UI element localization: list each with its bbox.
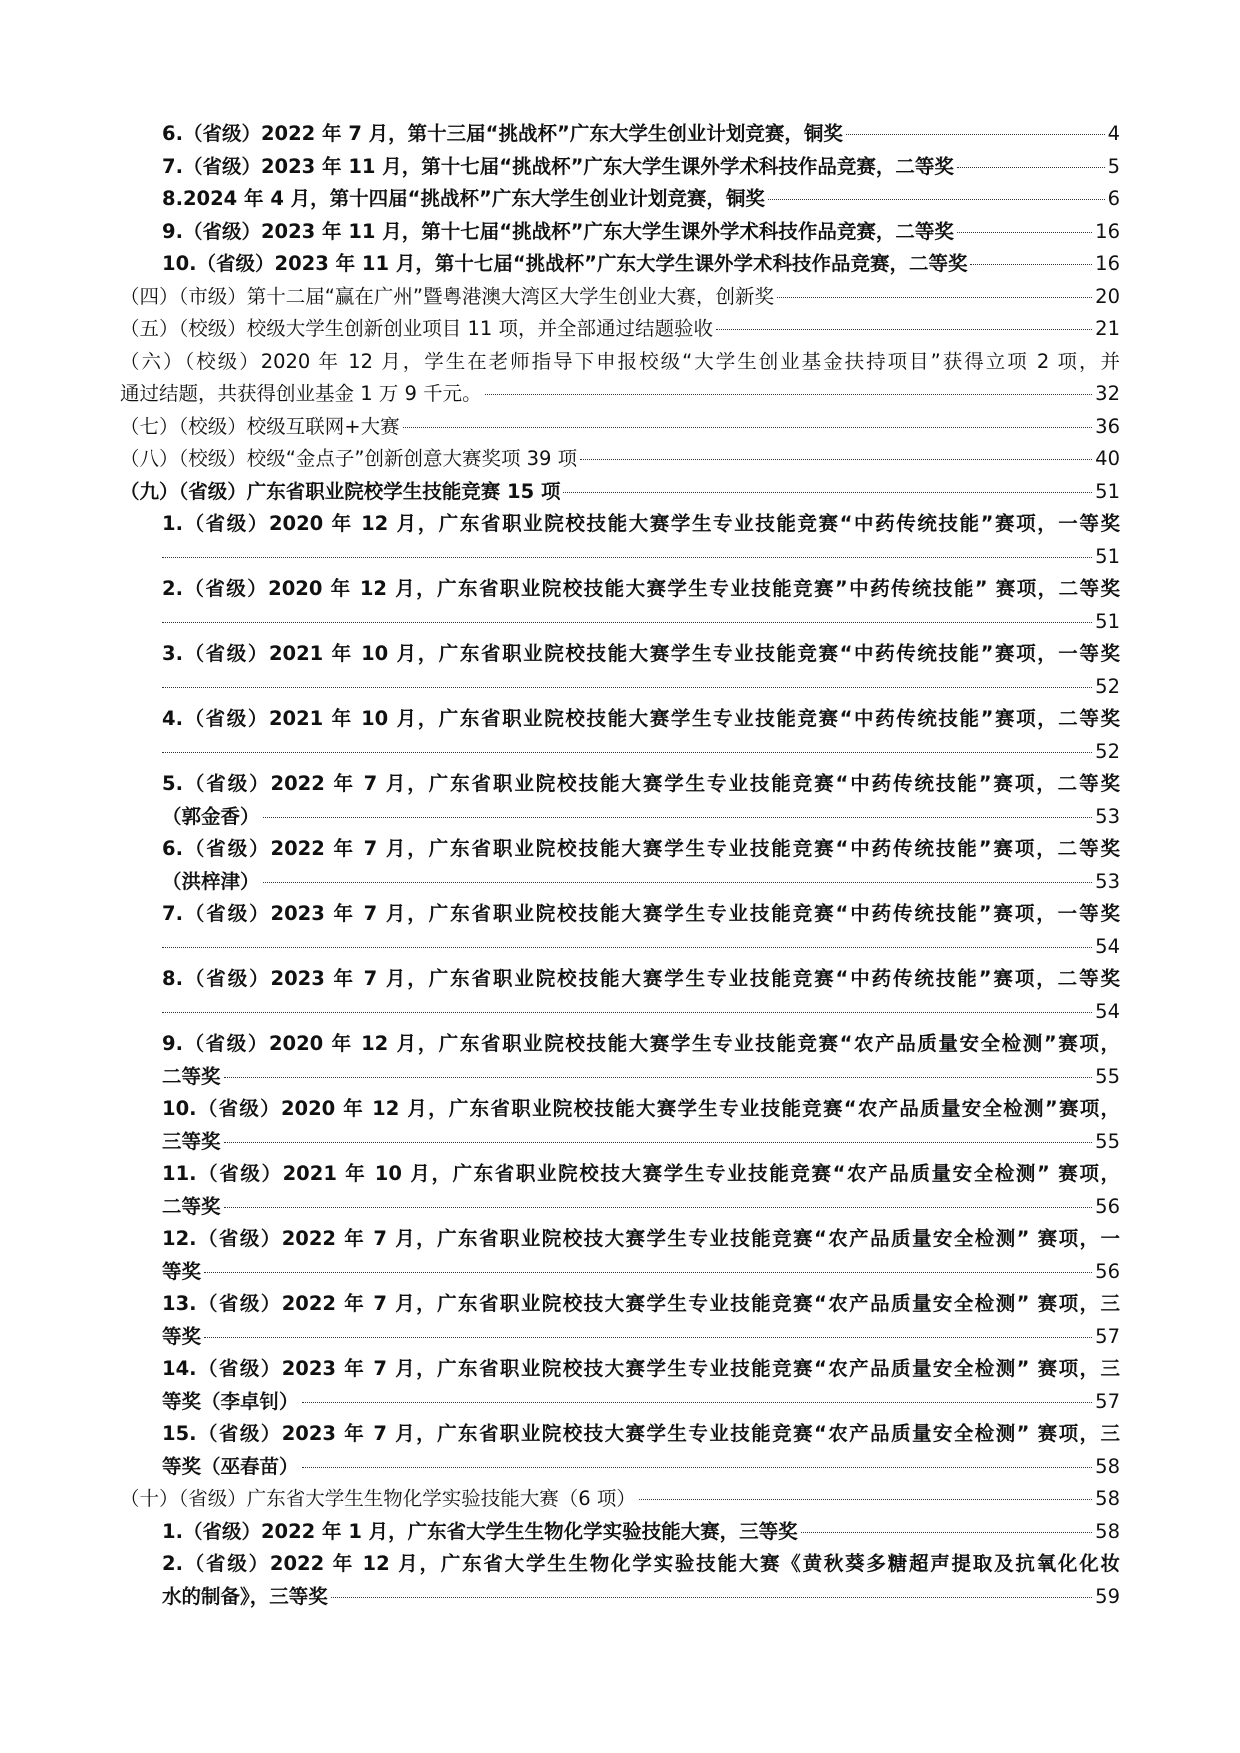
toc-entry[interactable] (162, 216, 1120, 249)
toc-entry-text: 9.（省级）2023 年 11 月，第十七届“挑战杯”广东大学生课外学术科技作品竞赛，二等奖 (162, 219, 954, 243)
toc-entry-line (162, 1093, 1120, 1126)
toc-entry-line (120, 443, 1120, 476)
toc-entry[interactable] (162, 118, 1120, 151)
dot-leader (204, 1337, 1092, 1338)
toc-entry-text: 等奖（巫春苗） (162, 1454, 299, 1478)
toc-entry-line (162, 573, 1120, 606)
toc-entry-line (162, 1256, 1120, 1289)
toc-entry[interactable] (162, 1288, 1120, 1353)
toc-entry-line (162, 1321, 1120, 1354)
toc-entry-text: （十）（省级）广东省大学生生物化学实验技能大赛（6 项） (120, 1487, 636, 1510)
toc-entry-line (120, 313, 1120, 346)
dot-leader (639, 1499, 1092, 1500)
toc-entry-text: 9.（省级）2020 年 12 月，广东省职业院校技能大赛学生专业技能竞赛“农产品质量安全检测”赛项， (162, 1032, 1120, 1055)
page-number: 53 (1095, 869, 1120, 893)
toc-entry-line (162, 1451, 1120, 1484)
table-of-contents (0, 118, 1240, 1613)
dot-leader (768, 199, 1105, 200)
toc-entry[interactable] (120, 346, 1120, 411)
dot-leader (957, 232, 1092, 233)
toc-entry[interactable] (162, 508, 1120, 573)
toc-entry-line (162, 1418, 1120, 1451)
toc-entry-text: 等奖 (162, 1324, 202, 1348)
toc-entry[interactable] (120, 476, 1120, 509)
page-number: 4 (1107, 122, 1120, 145)
dot-leader (162, 947, 1092, 948)
page-number: 58 (1095, 1454, 1120, 1478)
page-number: 6 (1107, 187, 1120, 210)
toc-entry-line (120, 346, 1120, 379)
dot-leader (485, 394, 1093, 395)
toc-entry-text: 8.2024 年 4 月，第十四届“挑战杯”广东大学生创业计划竞赛，铜奖 (162, 187, 765, 210)
toc-entry-text: 二等奖 (162, 1064, 221, 1088)
toc-entry-line (120, 476, 1120, 509)
toc-entry-line (120, 281, 1120, 314)
toc-entry-line (162, 183, 1120, 216)
toc-entry-text: 水的制备》，三等奖 (162, 1584, 328, 1608)
toc-entry-line (162, 1158, 1120, 1191)
toc-entry-text: 1.（省级）2020 年 12 月，广东省职业院校技能大赛学生专业技能竞赛“中药传统技能”赛项，一等奖 (162, 512, 1120, 535)
toc-entry-text: （郭金香） (162, 804, 260, 828)
toc-entry-text: 7.（省级）2023 年 7 月，广东省职业院校技能大赛学生专业技能竞赛“中药传统技能”赛项，一等奖 (162, 902, 1120, 925)
toc-entry-line (162, 963, 1120, 996)
toc-entry-line (120, 411, 1120, 444)
toc-entry-text: 1.（省级）2022 年 1 月，广东省大学生生物化学实验技能大赛，三等奖 (162, 1519, 798, 1543)
toc-entry-line (162, 1288, 1120, 1321)
toc-entry-text: 三等奖 (162, 1129, 221, 1153)
page-number: 52 (1095, 739, 1120, 763)
toc-entry[interactable] (162, 151, 1120, 184)
toc-entry[interactable] (162, 248, 1120, 281)
toc-entry-text: 通过结题，共获得创业基金 1 万 9 千元。 (120, 382, 482, 405)
page-number: 51 (1095, 479, 1120, 503)
toc-entry[interactable] (120, 411, 1120, 444)
page-number: 32 (1095, 382, 1120, 405)
page-number: 57 (1095, 1389, 1120, 1413)
toc-entry[interactable] (162, 833, 1120, 898)
toc-entry[interactable] (120, 313, 1120, 346)
toc-entry-line (162, 1353, 1120, 1386)
toc-entry-text: 8.（省级）2023 年 7 月，广东省职业院校技能大赛学生专业技能竞赛“中药传统技能”赛项，二等奖 (162, 967, 1120, 990)
toc-entry-text: 11.（省级）2021 年 10 月，广东省职业院校技大赛学生专业技能竞赛“农产品质量安全检测” 赛项， (162, 1162, 1120, 1185)
dot-leader (162, 687, 1092, 688)
dot-leader (403, 427, 1093, 428)
toc-entry-line (162, 1386, 1120, 1419)
toc-entry-line (162, 1028, 1120, 1061)
page-number: 16 (1095, 219, 1120, 243)
toc-entry[interactable] (162, 573, 1120, 638)
page-number: 55 (1095, 1064, 1120, 1088)
toc-entry-text: （八）（校级）校级“金点子”创新创意大赛奖项 39 项 (120, 447, 578, 470)
toc-entry-line (162, 703, 1120, 736)
toc-entry-line (162, 541, 1120, 574)
toc-entry-text: （七）（校级）校级互联网+大赛 (120, 414, 400, 438)
toc-entry-text: 14.（省级）2023 年 7 月，广东省职业院校技大赛学生专业技能竞赛“农产品质量安全检测” 赛项，三 (162, 1357, 1120, 1380)
toc-entry[interactable] (162, 1418, 1120, 1483)
toc-entry-line (162, 151, 1120, 184)
page-number: 56 (1095, 1194, 1120, 1218)
dot-leader (263, 817, 1093, 818)
dot-leader (580, 459, 1092, 460)
toc-entry-text: 6.（省级）2022 年 7 月，广东省职业院校技能大赛学生专业技能竞赛“中药传统技能”赛项，二等奖 (162, 837, 1120, 860)
toc-entry[interactable] (162, 768, 1120, 833)
dot-leader (204, 1272, 1092, 1273)
toc-entry[interactable] (162, 1093, 1120, 1158)
toc-entry-text: 等奖 (162, 1259, 202, 1283)
toc-entry-line (162, 1061, 1120, 1094)
page-number: 51 (1095, 609, 1120, 633)
toc-entry-line (162, 508, 1120, 541)
dot-leader (224, 1207, 1093, 1208)
page-number: 20 (1095, 284, 1120, 308)
toc-entry[interactable] (162, 1548, 1120, 1613)
toc-entry-text: （四）（市级）第十二届“赢在广州”暨粤港澳大湾区大学生创业大赛，创新奖 (120, 284, 774, 308)
page-number: 52 (1095, 674, 1120, 698)
toc-entry-line (120, 378, 1120, 411)
toc-entry-line (162, 606, 1120, 639)
toc-entry[interactable] (120, 443, 1120, 476)
toc-entry-text: 15.（省级）2023 年 7 月，广东省职业院校技大赛学生专业技能竞赛“农产品质量安全检测” 赛项，三 (162, 1422, 1120, 1445)
toc-entry-text: 二等奖 (162, 1194, 221, 1218)
dot-leader (716, 329, 1092, 330)
toc-entry-line (162, 671, 1120, 704)
toc-entry-line (162, 801, 1120, 834)
toc-entry[interactable] (162, 963, 1120, 1028)
toc-entry-text: 12.（省级）2022 年 7 月，广东省职业院校技大赛学生专业技能竞赛“农产品质量安全检测” 赛项，一 (162, 1227, 1120, 1250)
toc-entry-text: 10.（省级）2020 年 12 月，广东省职业院校技能大赛学生专业技能竞赛“农产品质量安全检测”赛项， (162, 1097, 1120, 1120)
page-number: 59 (1095, 1584, 1120, 1608)
dot-leader (957, 167, 1105, 168)
toc-entry-line (162, 833, 1120, 866)
toc-entry-text: 2.（省级）2022 年 12 月，广东省大学生生物化学实验技能大赛《黄秋葵多糖超声提取及抗氧化化妆 (162, 1552, 1120, 1575)
dot-leader (302, 1402, 1093, 1403)
toc-entry-text: 5.（省级）2022 年 7 月，广东省职业院校技能大赛学生专业技能竞赛“中药传统技能”赛项，二等奖 (162, 772, 1120, 795)
toc-entry-text: （五）（校级）校级大学生创新创业项目 11 项，并全部通过结题验收 (120, 317, 713, 340)
toc-entry-line (162, 866, 1120, 899)
page-number: 5 (1107, 154, 1120, 178)
page-number: 57 (1095, 1324, 1120, 1348)
toc-entry-line (162, 118, 1120, 151)
toc-entry[interactable] (162, 1516, 1120, 1549)
dot-leader (846, 134, 1105, 135)
toc-entry-line (162, 996, 1120, 1029)
toc-entry-line (162, 1126, 1120, 1159)
page-number: 16 (1095, 252, 1120, 275)
toc-entry-text: 2.（省级）2020 年 12 月，广东省职业院校技能大赛学生专业技能竞赛”中药传统技能” 赛项，二等奖 (162, 577, 1120, 600)
toc-entry-text: （洪梓津） (162, 869, 260, 893)
toc-entry-text: 4.（省级）2021 年 10 月，广东省职业院校技能大赛学生专业技能竞赛“中药传统技能”赛项，二等奖 (162, 707, 1120, 730)
dot-leader (162, 1012, 1092, 1013)
toc-entry[interactable] (162, 898, 1120, 963)
page-number: 58 (1095, 1519, 1120, 1543)
page-number: 51 (1095, 544, 1120, 568)
dot-leader (777, 297, 1092, 298)
toc-entry[interactable] (162, 1353, 1120, 1418)
toc-entry-line (162, 1516, 1120, 1549)
toc-entry-text: （九）（省级）广东省职业院校学生技能竞赛 15 项 (120, 479, 561, 503)
toc-entry-line (162, 1223, 1120, 1256)
page-number: 36 (1095, 414, 1120, 438)
page-number: 56 (1095, 1259, 1120, 1283)
toc-entry-line (162, 931, 1120, 964)
dot-leader (970, 264, 1092, 265)
page-number: 54 (1095, 934, 1120, 958)
toc-entry-text: 10.（省级）2023 年 11 月，第十七届“挑战杯”广东大学生课外学术科技作品竞赛，二等奖 (162, 252, 968, 275)
page-number: 40 (1095, 447, 1120, 470)
toc-entry-text: 6.（省级）2022 年 7 月，第十三届“挑战杯”广东大学生创业计划竞赛，铜奖 (162, 122, 843, 145)
toc-entry-text: （六）（校级）2020 年 12 月，学生在老师指导下申报校级“大学生创业基金扶持项目”获得立项 2 项，并 (120, 349, 1120, 373)
toc-entry[interactable] (162, 183, 1120, 216)
dot-leader (162, 752, 1092, 753)
dot-leader (263, 882, 1093, 883)
toc-entry-text: 7.（省级）2023 年 11 月，第十七届“挑战杯”广东大学生课外学术科技作品竞赛，二等奖 (162, 154, 954, 178)
dot-leader (224, 1077, 1093, 1078)
toc-entry-line (162, 216, 1120, 249)
toc-entry-line (162, 898, 1120, 931)
toc-entry[interactable] (162, 1028, 1120, 1093)
page-number: 21 (1095, 317, 1120, 340)
dot-leader (801, 1532, 1092, 1533)
page-number: 53 (1095, 804, 1120, 828)
toc-entry-line (162, 248, 1120, 281)
dot-leader (162, 622, 1092, 623)
toc-entry[interactable] (162, 703, 1120, 768)
toc-entry[interactable] (162, 638, 1120, 703)
toc-entry-text: 13.（省级）2022 年 7 月，广东省职业院校技大赛学生专业技能竞赛“农产品质量安全检测” 赛项，三 (162, 1292, 1120, 1315)
toc-entry[interactable] (120, 281, 1120, 314)
toc-entry-text: 等奖（李卓钊） (162, 1389, 299, 1413)
toc-entry-line (162, 768, 1120, 801)
toc-entry-line (162, 638, 1120, 671)
dot-leader (563, 492, 1092, 493)
dot-leader (302, 1467, 1093, 1468)
dot-leader (331, 1597, 1092, 1598)
toc-entry[interactable] (162, 1158, 1120, 1223)
dot-leader (224, 1142, 1093, 1143)
toc-entry-text: 3.（省级）2021 年 10 月，广东省职业院校技能大赛学生专业技能竞赛“中药传统技能”赛项，一等奖 (162, 642, 1120, 665)
dot-leader (162, 557, 1092, 558)
toc-entry-line (162, 1548, 1120, 1581)
toc-entry[interactable] (120, 1483, 1120, 1516)
toc-entry-line (120, 1483, 1120, 1516)
page-number: 58 (1095, 1487, 1120, 1510)
toc-entry-line (162, 1581, 1120, 1614)
toc-entry[interactable] (162, 1223, 1120, 1288)
toc-entry-line (162, 1191, 1120, 1224)
page-number: 55 (1095, 1129, 1120, 1153)
page-number: 54 (1095, 999, 1120, 1023)
toc-entry-line (162, 736, 1120, 769)
